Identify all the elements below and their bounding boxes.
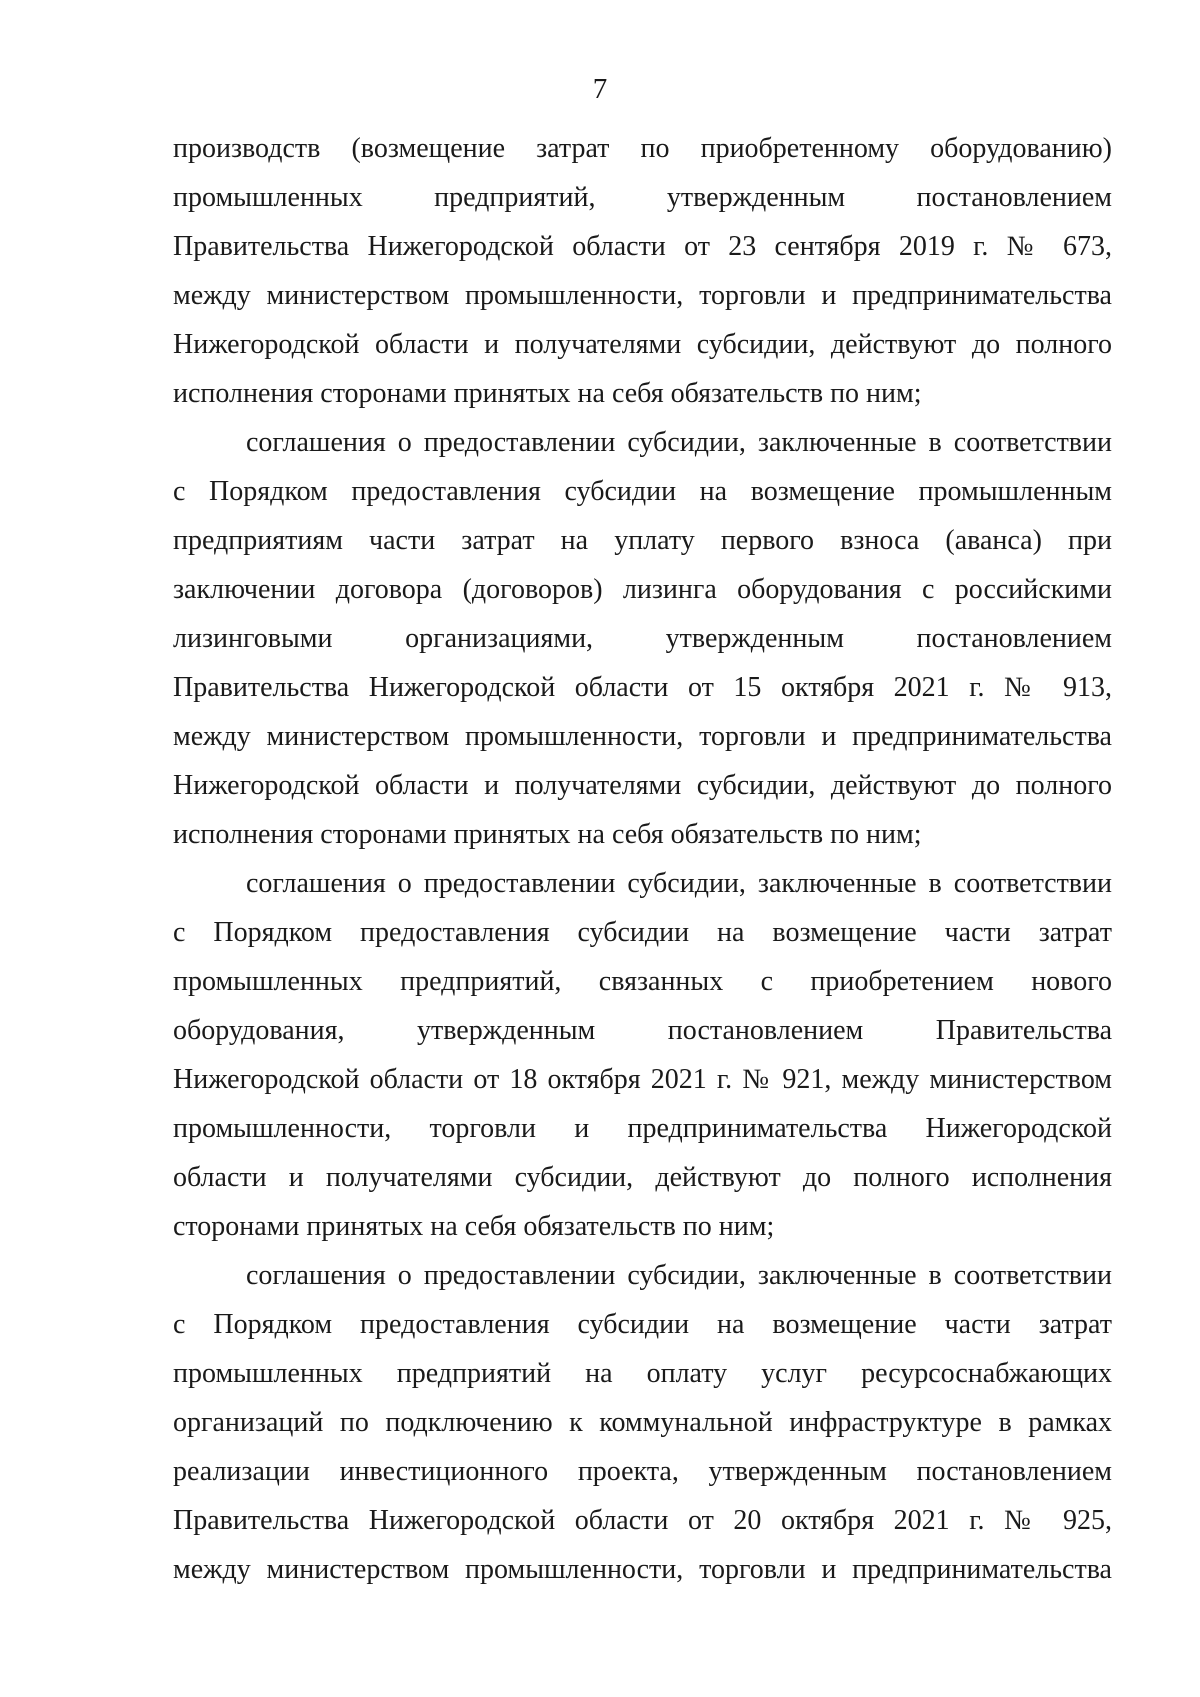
text-line: сторонами принятых на себя обязательств по ним; [173,1211,775,1242]
text-line: предприятиям части затрат на уплату первого взноса (аванса) при [173,525,1112,556]
text-line: Нижегородской области и получателями субсидии, действуют до полного [173,329,1112,360]
page-number: 7 [592,73,608,105]
text-line: с Порядком предоставления субсидии на возмещение промышленным [173,476,1112,507]
text-line: исполнения сторонами принятых на себя обязательств по ним; [173,819,922,850]
text-line: Нижегородской области и получателями субсидии, действуют до полного [173,770,1112,801]
text-line: Правительства Нижегородской области от 15 октября 2021 г. № 913, [173,672,1112,703]
text-line: с Порядком предоставления субсидии на возмещение части затрат [173,1309,1112,1340]
text-line: промышленности, торговли и предпринимательства Нижегородской [173,1113,1112,1144]
text-line: организаций по подключению к коммунальной инфраструктуре в рамках [173,1407,1112,1438]
text-line: исполнения сторонами принятых на себя обязательств по ним; [173,378,922,409]
text-line: Нижегородской области от 18 октября 2021 г. № 921, между министерством [173,1064,1112,1095]
text-line: оборудования, утвержденным постановлением Правительства [173,1015,1112,1046]
text-line: промышленных предприятий, утвержденным постановлением [173,182,1112,213]
text-line: между министерством промышленности, торговли и предпринимательства [173,721,1112,752]
text-line: с Порядком предоставления субсидии на возмещение части затрат [173,917,1112,948]
text-line: Правительства Нижегородской области от 23 сентября 2019 г. № 673, [173,231,1112,262]
text-line: между министерством промышленности, торговли и предпринимательства [173,1554,1112,1585]
paragraph-1 [173,124,1112,418]
text-line: области и получателями субсидии, действуют до полного исполнения [173,1162,1112,1193]
text-line: между министерством промышленности, торговли и предпринимательства [173,280,1112,311]
text-line: заключении договора (договоров) лизинга оборудования с российскими [173,574,1112,605]
text-line: лизинговыми организациями, утвержденным постановлением [173,623,1112,654]
text-line: производств (возмещение затрат по приобретенному оборудованию) [173,133,1112,164]
text-line: Правительства Нижегородской области от 20 октября 2021 г. № 925, [173,1505,1112,1536]
text-line: соглашения о предоставлении субсидии, заключенные в соответствии [246,1260,1112,1291]
text-line: соглашения о предоставлении субсидии, заключенные в соответствии [246,427,1112,458]
paragraph-3 [173,859,1112,1251]
text-line: промышленных предприятий на оплату услуг ресурсоснабжающих [173,1358,1112,1389]
text-line: соглашения о предоставлении субсидии, заключенные в соответствии [246,868,1112,899]
text-line: промышленных предприятий, связанных с приобретением нового [173,966,1112,997]
paragraph-2 [173,418,1112,859]
text-line: реализации инвестиционного проекта, утвержденным постановлением [173,1456,1112,1487]
paragraph-4 [173,1251,1112,1594]
document-body [173,124,1112,1594]
